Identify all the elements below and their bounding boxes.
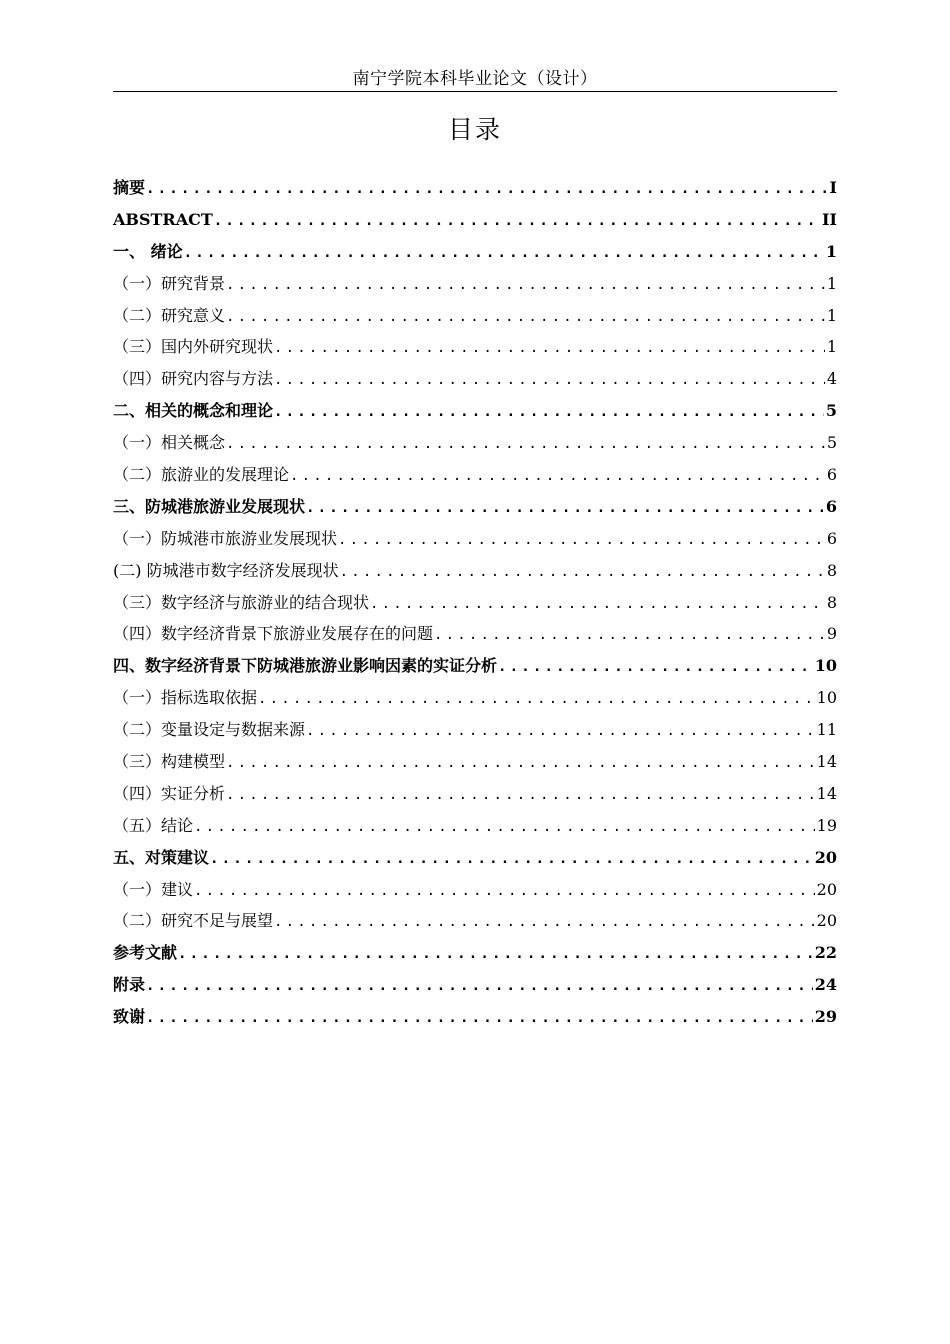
toc-dot-leader: [340, 557, 825, 589]
toc-entry-label: （四）研究内容与方法: [113, 369, 274, 389]
toc-entry-page-number: 14: [816, 752, 837, 772]
toc-dot-leader: [226, 270, 825, 302]
toc-chapter-entry[interactable]: [113, 969, 837, 1001]
toc-entry-label: （一）指标选取依据: [113, 688, 258, 708]
toc-entry-page-number: I: [829, 178, 837, 197]
toc-entry-page-number: 5: [825, 401, 837, 421]
toc-entry-page-number: 4: [826, 369, 837, 389]
toc-entry-page-number: 11: [816, 720, 837, 740]
toc-entry-label: 参考文献: [113, 943, 178, 963]
toc-dot-leader: [306, 716, 815, 748]
toc-entry-page-number: 8: [826, 560, 837, 580]
toc-entry-label: （二）研究意义: [113, 305, 226, 325]
toc-chapter-entry[interactable]: [113, 1001, 837, 1033]
toc-section-entry[interactable]: [113, 778, 837, 810]
toc-entry-label: （二）变量设定与数据来源: [113, 720, 306, 740]
toc-section-entry[interactable]: [113, 427, 837, 459]
running-header: 南宁学院本科毕业论文（设计）: [352, 69, 598, 89]
toc-entry-label: （一）防城港市旅游业发展现状: [113, 528, 338, 548]
toc-dot-leader: [194, 812, 815, 844]
toc-dot-leader: [184, 238, 824, 270]
toc-dot-leader: [210, 844, 813, 876]
toc-entry-label: 二、相关的概念和理论: [113, 401, 274, 421]
toc-chapter-entry[interactable]: [113, 236, 837, 268]
toc-entry-label: (二) 防城港市数字经济发展现状: [113, 560, 339, 580]
toc-section-entry[interactable]: [113, 363, 837, 395]
toc-chapter-entry[interactable]: [113, 172, 837, 204]
toc-dot-leader: [434, 620, 825, 652]
toc-entry-label: （四）实证分析: [113, 783, 226, 803]
toc-chapter-entry[interactable]: [113, 395, 837, 427]
toc-entry-page-number: 20: [816, 879, 837, 899]
toc-entry-page-number: 22: [814, 943, 837, 963]
toc-entry-label: 五、对策建议: [113, 847, 210, 867]
toc-section-entry[interactable]: [113, 331, 837, 363]
toc-entry-label: （三）构建模型: [113, 752, 226, 772]
toc-entry-page-number: 1: [825, 241, 837, 261]
toc-entry-page-number: 20: [814, 847, 837, 867]
toc-entry-page-number: 1: [826, 273, 837, 293]
toc-entry-label: 四、数字经济背景下防城港旅游业影响因素的实证分析: [113, 656, 498, 676]
toc-section-entry[interactable]: [113, 555, 837, 587]
toc-section-entry[interactable]: [113, 523, 837, 555]
toc-entry-page-number: 6: [826, 528, 837, 548]
toc-chapter-entry[interactable]: [113, 650, 837, 682]
toc-entry-page-number: 6: [826, 465, 837, 485]
toc-dot-leader: [178, 939, 813, 971]
toc-dot-leader: [274, 397, 824, 429]
toc-entry-page-number: 10: [816, 688, 837, 708]
toc-section-entry[interactable]: [113, 682, 837, 714]
toc-entry-label: 摘要: [113, 178, 146, 197]
toc-entry-label: 一、 绪论: [113, 241, 183, 261]
toc-chapter-entry[interactable]: [113, 842, 837, 874]
toc-entry-page-number: 5: [826, 433, 837, 453]
toc-dot-leader: [226, 429, 825, 461]
toc-dot-leader: [258, 684, 815, 716]
toc-dot-leader: [146, 971, 813, 1003]
toc-entry-page-number: 24: [814, 975, 837, 995]
toc-entry-label: （一）相关概念: [113, 433, 226, 453]
toc-entry-label: （二）研究不足与展望: [113, 911, 274, 931]
toc-entry-page-number: 29: [814, 1007, 837, 1027]
toc-dot-leader: [274, 365, 825, 397]
toc-entry-label: （二）旅游业的发展理论: [113, 465, 290, 485]
toc-entry-label: 三、防城港旅游业发展现状: [113, 496, 306, 516]
toc-section-entry[interactable]: [113, 905, 837, 937]
toc-dot-leader: [290, 461, 825, 493]
toc-entry-label: （一）建议: [113, 879, 194, 899]
toc-section-entry[interactable]: [113, 268, 837, 300]
toc-dot-leader: [146, 174, 828, 206]
toc-dot-leader: [338, 525, 825, 557]
toc-entry-label: 致谢: [113, 1007, 146, 1027]
toc-chapter-entry[interactable]: [113, 204, 837, 236]
toc-entry-page-number: 1: [826, 337, 837, 357]
toc-section-entry[interactable]: [113, 746, 837, 778]
toc-dot-leader: [226, 780, 815, 812]
toc-dot-leader: [498, 652, 813, 684]
toc-entry-page-number: 20: [816, 911, 837, 931]
toc-dot-leader: [370, 589, 825, 621]
toc-entry-page-number: II: [822, 209, 837, 229]
toc-entry-label: （三）数字经济与旅游业的结合现状: [113, 592, 370, 612]
toc-section-entry[interactable]: [113, 587, 837, 619]
toc-entry-label: （五）结论: [113, 815, 194, 835]
toc-section-entry[interactable]: [113, 459, 837, 491]
toc-dot-leader: [226, 302, 825, 334]
toc-section-entry[interactable]: [113, 810, 837, 842]
toc-entry-page-number: 14: [816, 783, 837, 803]
toc-dot-leader: [146, 1003, 813, 1035]
toc-dot-leader: [214, 206, 820, 238]
toc-entry-page-number: 8: [826, 592, 837, 612]
toc-entry-page-number: 6: [825, 496, 837, 516]
toc-dot-leader: [226, 748, 815, 780]
toc-section-entry[interactable]: [113, 714, 837, 746]
toc-entry-page-number: 1: [826, 305, 837, 325]
toc-entry-page-number: 19: [816, 815, 837, 835]
toc-chapter-entry[interactable]: [113, 491, 837, 523]
page-title: 目录: [447, 115, 502, 144]
toc-entry-page-number: 10: [814, 656, 837, 676]
toc-entry-label: 附录: [113, 975, 146, 995]
toc-dot-leader: [274, 333, 825, 365]
toc-entry-label: （一）研究背景: [113, 273, 226, 293]
toc-dot-leader: [194, 876, 815, 908]
toc-chapter-entry[interactable]: [113, 937, 837, 969]
toc-entry-label: ABSTRACT: [113, 209, 213, 229]
table-of-contents: [113, 172, 837, 1033]
toc-section-entry[interactable]: [113, 300, 837, 332]
header-rule: [113, 91, 837, 92]
toc-entry-label: （四）数字经济背景下旅游业发展存在的问题: [113, 624, 434, 644]
toc-entry-label: （三）国内外研究现状: [113, 337, 274, 357]
toc-dot-leader: [306, 493, 824, 525]
toc-dot-leader: [274, 907, 815, 939]
toc-section-entry[interactable]: [113, 618, 837, 650]
toc-section-entry[interactable]: [113, 874, 837, 906]
toc-entry-page-number: 9: [826, 624, 837, 644]
